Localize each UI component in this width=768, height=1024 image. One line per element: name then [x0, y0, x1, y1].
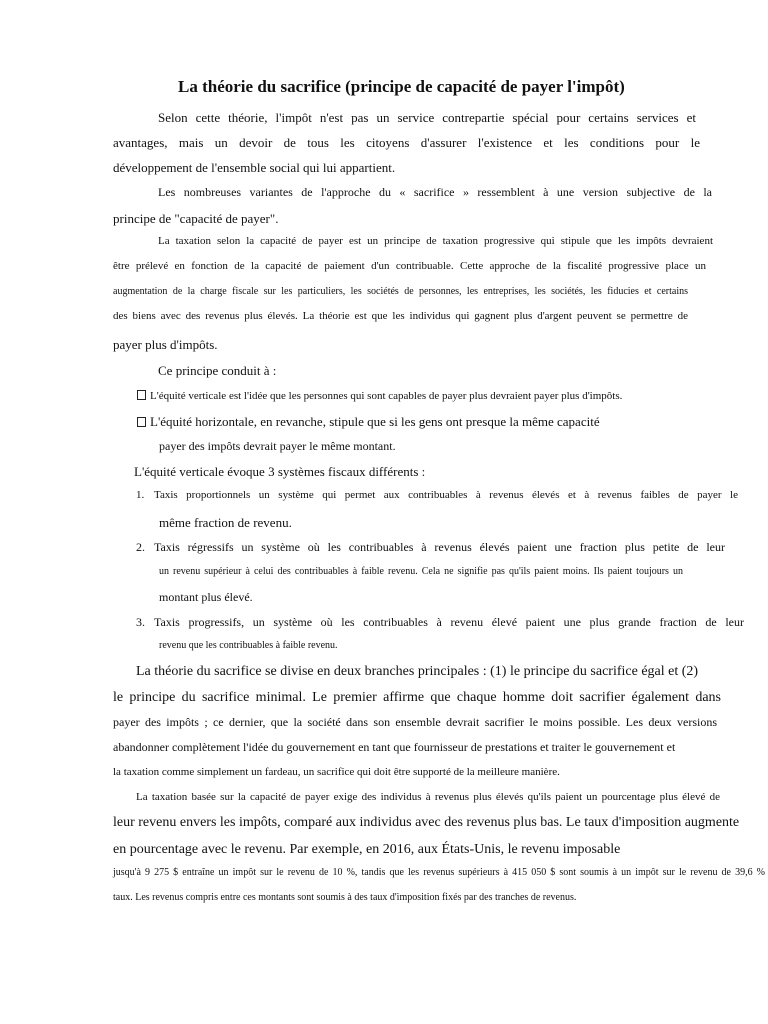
document-title: La théorie du sacrifice (principe de capacité de payer l'impôt)	[178, 77, 625, 96]
para3-line1: La taxation selon la capacité de payer est un principe de taxation progressive qui stipule que les impôts devraient	[158, 235, 713, 247]
para4-line2: le principe du sacrifice minimal. Le premier affirme que chaque homme doit sacrifier également dans	[113, 690, 721, 705]
para3-line2: être prélevé en fonction de la capacité de paiement d'un contribuable. Cette approche de la fiscalité progressive place un	[113, 260, 706, 272]
checkbox-bullet-icon	[137, 417, 146, 427]
list-number-3: 3.	[136, 615, 145, 629]
bullet-horizontal-equity-cont: payer des impôts devrait payer le même montant.	[159, 439, 396, 453]
principle-intro: Ce principe conduit à :	[158, 363, 277, 378]
list-number-1: 1.	[136, 489, 145, 501]
list-item3-line1: Taxis progressifs, un système où les contribuables à revenu élevé paient une plus grande fraction de leur	[154, 615, 744, 629]
para4-line3: payer des impôts ; ce dernier, que la société dans son ensemble devrait sacrifier le moins possible. Les deux versions	[113, 715, 717, 729]
para4-line1: La théorie du sacrifice se divise en deux branches principales : (1) le principe du sacrifice égal et (2)	[136, 664, 699, 679]
para1-line3: développement de l'ensemble social qui lui appartient.	[113, 160, 396, 175]
list-item2-line2: un revenu supérieur à celui des contribuables à faible revenu. Cela ne signifie pas qu'ils paient moins. Ils paient toujours un	[159, 566, 683, 577]
checkbox-bullet-icon	[137, 390, 146, 400]
list-item2-line3: montant plus élevé.	[159, 590, 253, 604]
systems-intro: L'équité verticale évoque 3 systèmes fiscaux différents :	[134, 464, 426, 479]
para5-line3: en pourcentage avec le revenu. Par exemple, en 2016, aux États-Unis, le revenu imposable	[113, 842, 621, 857]
bullet-vertical-equity	[137, 390, 622, 402]
para3-line3: augmentation de la charge fiscale sur les particuliers, les sociétés de personnes, les entreprises, les sociétés, les fiducies et certains	[113, 286, 688, 297]
para2-line2: principe de "capacité de payer".	[113, 211, 279, 226]
list-item1-line1: Taxis proportionnels un système qui permet aux contribuables à revenus élevés et à revenus faibles de payer le	[154, 489, 738, 501]
para3-line4: des biens avec des revenus plus élevés. La théorie est que les individus qui gagnent plus d'argent peuvent se permettre de	[113, 310, 688, 322]
bullet-horizontal-equity-text: L'équité horizontale, en revanche, stipule que si les gens ont presque la même capacité	[150, 414, 600, 429]
para5-line2: leur revenu envers les impôts, comparé aux individus avec des revenus plus bas. Le taux d'imposition augmente	[113, 815, 740, 830]
para4-line4: abandonner complètement l'idée du gouvernement en tant que fournisseur de prestations et traiter le gouvernement et	[113, 740, 676, 754]
para1-line2: avantages, mais un devoir de tous les citoyens d'assurer l'existence et les conditions pour le	[113, 135, 700, 150]
para5-line4: jusqu'à 9 275 $ entraîne un impôt sur le revenu de 10 %, tandis que les revenus supérieurs à 415 050 $ sont soumis à un impôt sur le revenu de 39,6 %	[113, 867, 765, 878]
bullet-horizontal-equity	[137, 415, 600, 428]
list-item3-line2: revenu que les contribuables à faible revenu.	[159, 640, 338, 651]
para5-line5: taux. Les revenus compris entre ces montants sont soumis à des taux d'imposition fixés par des tranches de revenus.	[113, 892, 577, 903]
list-item2-line1: Taxis régressifs un système où les contribuables à revenus élevés paient une fraction plus petite de leur	[154, 540, 725, 554]
para2-line1: Les nombreuses variantes de l'approche du « sacrifice » ressemblent à une version subjective de la	[158, 185, 712, 199]
list-number-2: 2.	[136, 540, 145, 554]
para1-line1: Selon cette théorie, l'impôt n'est pas un service contrepartie spécial pour certains services et	[158, 110, 696, 125]
para4-line5: la taxation comme simplement un fardeau, un sacrifice qui doit être supporté de la meilleure manière.	[113, 766, 560, 778]
bullet-vertical-equity-text: L'équité verticale est l'idée que les personnes qui sont capables de payer plus devraient payer plus d'impôts.	[150, 390, 623, 402]
list-item1-line2: même fraction de revenu.	[159, 515, 292, 530]
para5-line1: La taxation basée sur la capacité de payer exige des individus à revenus plus élevés qu'ils paient un pourcentage plus élevé de	[136, 791, 720, 803]
para3-line5: payer plus d'impôts.	[113, 337, 218, 352]
